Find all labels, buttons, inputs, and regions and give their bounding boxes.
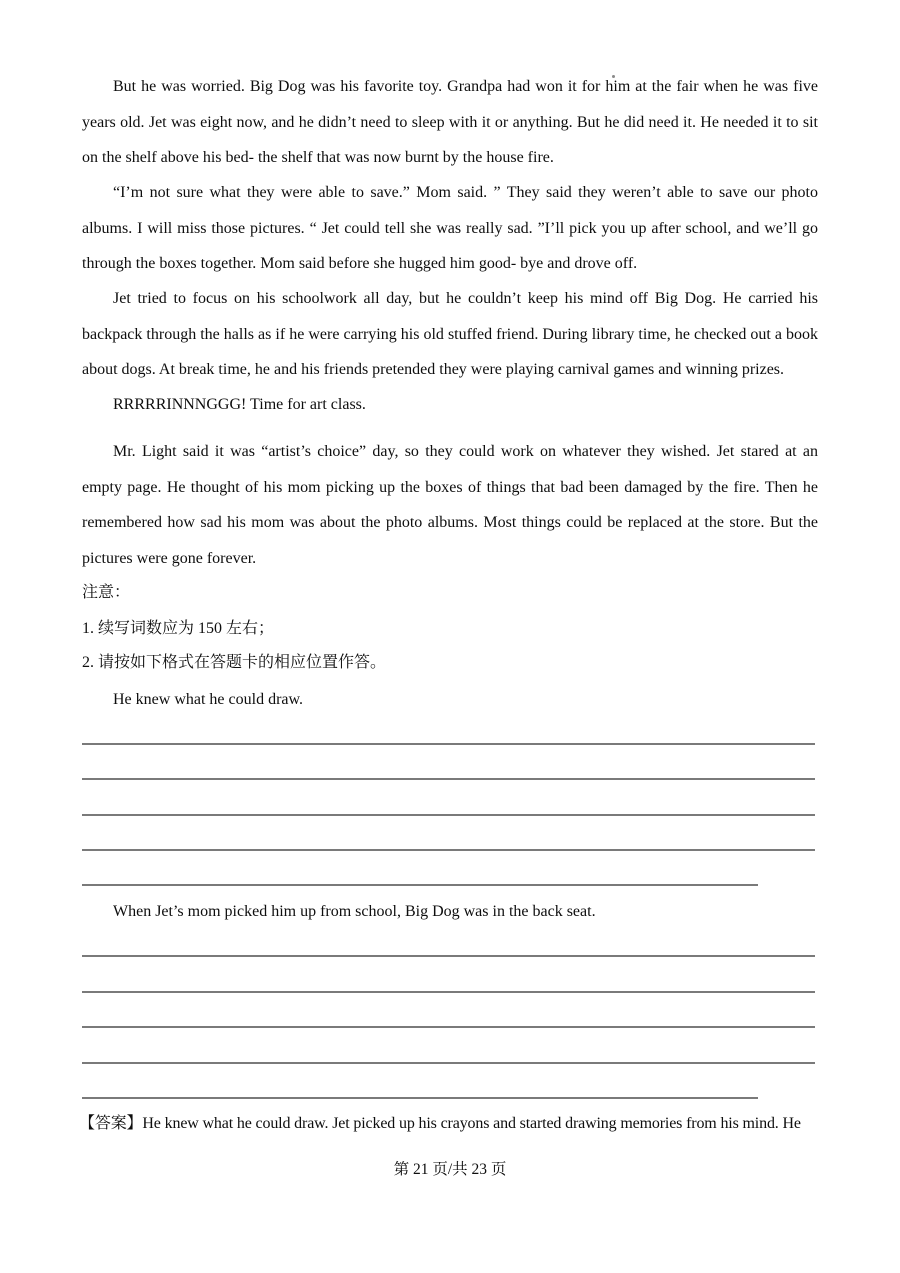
writing-line [82, 814, 815, 816]
writing-line [82, 1097, 758, 1099]
notes-heading: 注意： [82, 584, 131, 601]
note-item-2: 2. 请按如下格式在答题卡的相应位置作答。 [82, 654, 387, 671]
note-item-1: 1. 续写词数应为 150 左右； [82, 620, 275, 637]
answer-paragraph [79, 1106, 839, 1142]
writing-line [82, 743, 815, 745]
continuation-prompt-2: When Jet’s mom picked him up from school, Big Dog was in the back seat. [113, 903, 596, 920]
answer-text: He knew what he could draw. Jet picked up his crayons and started drawing memories from his mind. He [142, 1115, 801, 1132]
story-paragraph-3: Jet tried to focus on his schoolwork all day, but he couldn’t keep his mind off Big Dog. He carried his backpack through the halls as if he were carrying his old stuffed friend. During library time, he checked out a book about dogs. At break time, he and his friends pretended they were playing carnival games and winning prizes. [82, 290, 818, 378]
answer-label: 【答案】 [79, 1115, 143, 1132]
story-paragraph-4: RRRRRINNNGGG! Time for art class. [113, 396, 366, 413]
writing-line [82, 1026, 815, 1028]
writing-line [82, 884, 758, 886]
page-number-footer: 第 21 页/共 23 页 [393, 1161, 507, 1178]
writing-line [82, 1062, 815, 1064]
story-paragraph-2: “I’m not sure what they were able to save.” Mom said. ” They said they weren’t able to save our photo albums. I will miss those pictures. “ Jet could tell she was really sad. ”I’ll pick you up after school, and we’ll go through the boxes together. Mom said before she hugged him good- bye and drove off. [82, 184, 818, 272]
writing-line [82, 955, 815, 957]
writing-line [82, 849, 815, 851]
writing-line [82, 991, 815, 993]
continuation-prompt-1: He knew what he could draw. [113, 691, 304, 708]
writing-line [82, 778, 815, 780]
story-paragraph-1: But he was worried. Big Dog was his favorite toy. Grandpa had won it for him at the fair when he was five years old. Jet was eight now, and he didn’t need to sleep with it or anything. But he did need it. He needed it to sit on the shelf above his bed- the shelf that was now burnt by the house fire. [82, 78, 818, 166]
story-paragraph-5: Mr. Light said it was “artist’s choice” day, so they could work on whatever they wished. Jet stared at an empty page. He thought of his mom picking up the boxes of things that bad been damaged by the fire. Then he remembered how sad his mom was about the photo albums. Most things could be replaced at the store. But the pictures were gone forever. [82, 443, 818, 567]
